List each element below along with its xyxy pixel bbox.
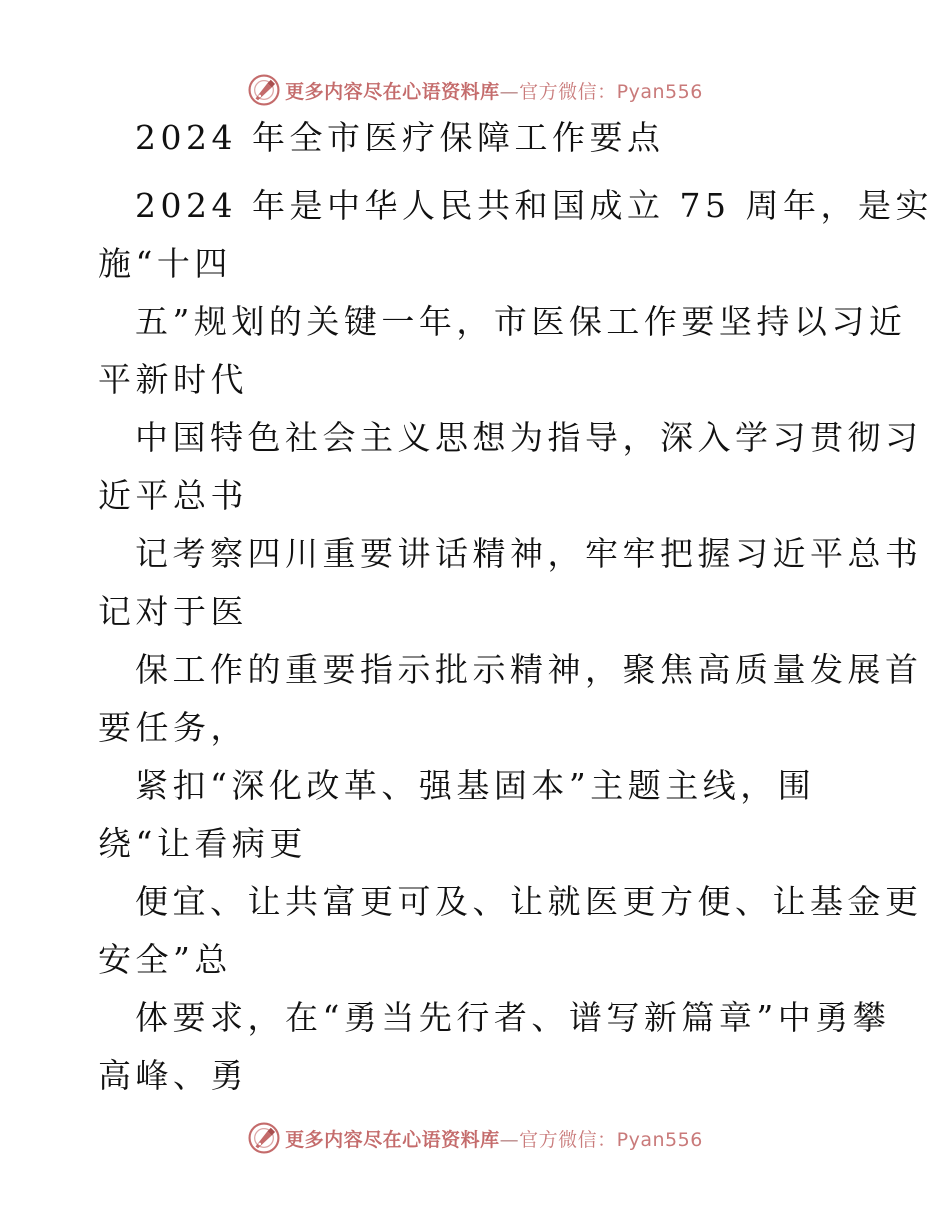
watermark-main-text: 更多内容尽在心语资料库	[285, 1128, 500, 1151]
paragraph-line: 紧扣“深化改革、强基固本”主题主线，围	[135, 766, 816, 805]
watermark-separator: —	[499, 80, 520, 103]
paragraph-line: 中国特色社会主义思想为指导，深入学习贯彻习	[135, 418, 923, 457]
paragraph-line: 施“十四	[98, 244, 232, 283]
watermark-separator: —	[499, 1128, 520, 1151]
fountain-pen-logo-icon	[247, 73, 281, 107]
watermark-main-text: 更多内容尽在心语资料库	[285, 80, 500, 103]
watermark-suffix: 官方微信：Pyan556	[519, 80, 703, 103]
paragraph-line: 近平总书	[98, 476, 248, 515]
fountain-pen-logo-icon	[247, 1121, 281, 1155]
watermark-header	[0, 70, 950, 110]
watermark-suffix: 官方微信：Pyan556	[519, 1128, 703, 1151]
watermark-footer	[0, 1118, 950, 1158]
paragraph-line: 保工作的重要指示批示精神，聚焦高质量发展首	[135, 650, 923, 689]
watermark-text	[285, 1125, 703, 1152]
paragraph-line: 体要求，在“勇当先行者、谱写新篇章”中勇攀	[135, 998, 891, 1037]
paragraph-line: 要任务，	[98, 708, 248, 747]
watermark-text	[285, 77, 703, 104]
paragraph-line: 绕“让看病更	[98, 824, 307, 863]
paragraph-line: 高峰、勇	[98, 1056, 248, 1095]
paragraph-line: 记考察四川重要讲话精神，牢牢把握习近平总书	[135, 534, 923, 573]
paragraph-line: 记对于医	[98, 592, 248, 631]
paragraph-line: 五”规划的关键一年，市医保工作要坚持以习近	[135, 302, 907, 341]
paragraph-line: 平新时代	[98, 360, 248, 399]
paragraph-line: 2024 年是中华人民共和国成立 75 周年，是实	[135, 186, 933, 225]
paragraph-line: 便宜、让共富更可及、让就医更方便、让基金更	[135, 882, 923, 921]
paragraph-line: 安全”总	[98, 940, 232, 979]
document-title: 2024 年全市医疗保障工作要点	[135, 118, 665, 157]
